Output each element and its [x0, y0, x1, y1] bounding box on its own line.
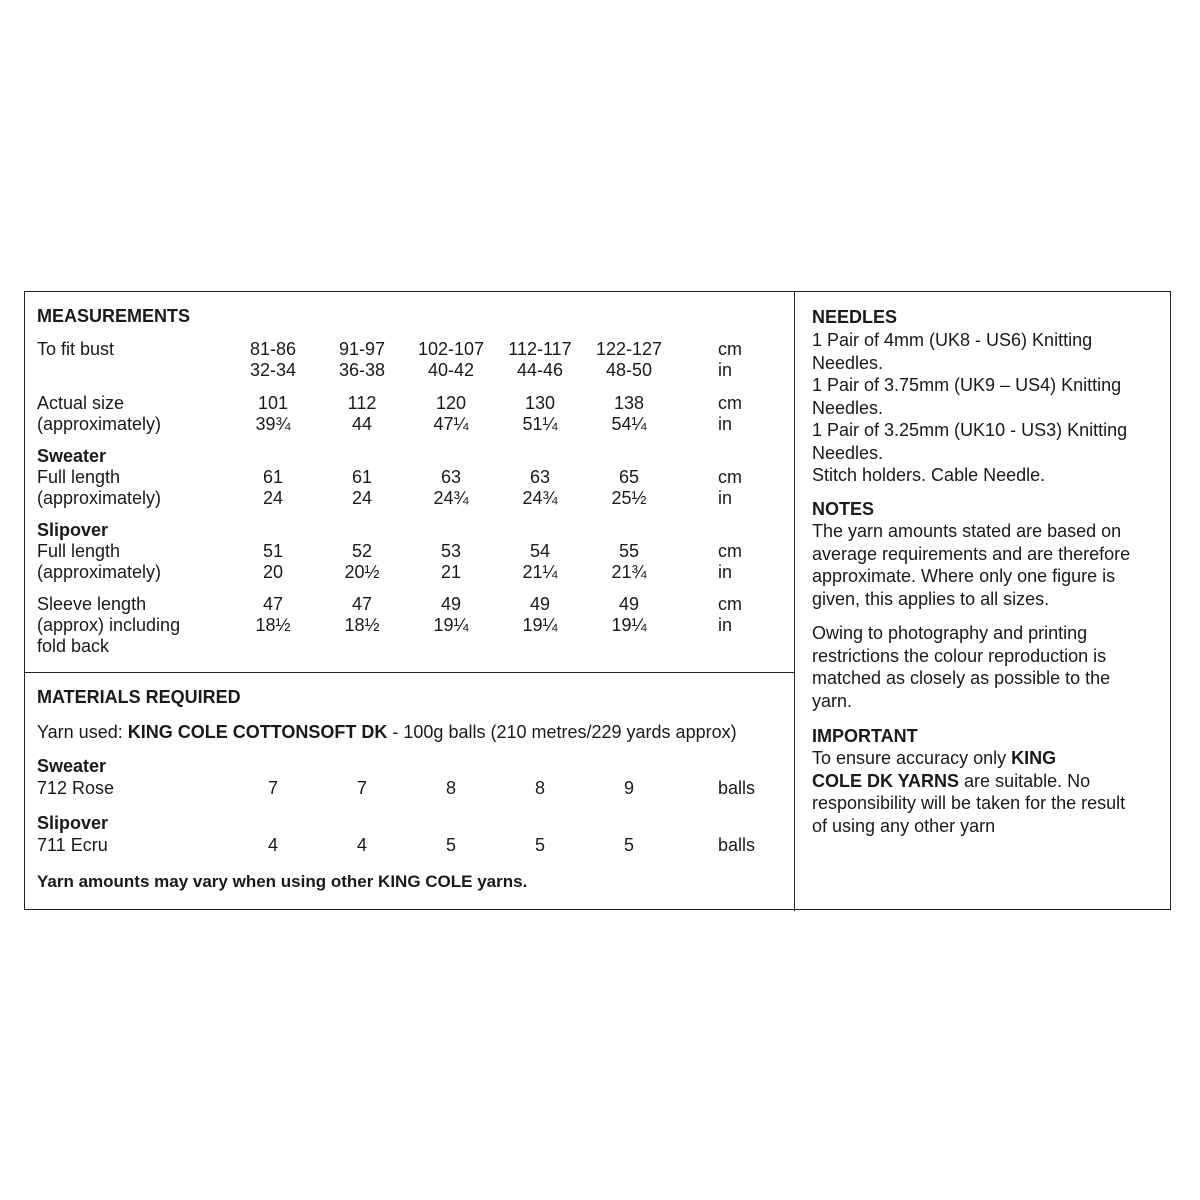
value-cm: 63	[440, 467, 462, 487]
row-label: Full length	[37, 467, 121, 487]
value-in: 44	[351, 414, 373, 434]
materials-heading: MATERIALS REQUIRED	[37, 687, 241, 707]
value-in: 24	[351, 488, 373, 508]
ball-count: 5	[445, 835, 456, 855]
important-line	[812, 747, 1164, 770]
notes-paragraph	[812, 622, 1164, 712]
yarn-prefix: Yarn used:	[37, 722, 128, 742]
ball-count: 4	[267, 835, 278, 855]
value-in: 18½	[255, 615, 291, 635]
section-divider	[24, 672, 795, 673]
measurements-heading: MEASUREMENTS	[37, 306, 191, 326]
unit-balls: balls	[718, 778, 756, 798]
column-divider	[794, 291, 795, 911]
value-cm: 138	[613, 393, 645, 413]
unit-cm: cm	[718, 594, 742, 614]
needles-line: 1 Pair of 3.25mm (UK10 - US3) Knitting	[812, 420, 1128, 440]
value-cm: 55	[618, 541, 640, 561]
value-in: 24	[262, 488, 284, 508]
value-in: 21¼	[522, 562, 558, 582]
value-cm: 61	[262, 467, 284, 487]
notes-line: yarn.	[812, 690, 853, 711]
value-in: 24¾	[522, 488, 558, 508]
needles-list	[812, 329, 1164, 487]
row-label-sub: (approximately)	[37, 414, 162, 434]
notes-line: Owing to photography and printing	[812, 623, 1088, 643]
value-in: 54¼	[611, 414, 647, 434]
unit-cm: cm	[718, 541, 742, 561]
needles-heading: NEEDLES	[812, 307, 898, 327]
row-label: Full length	[37, 541, 121, 561]
important-text: To ensure accuracy only	[812, 748, 1012, 768]
needles-line: 1 Pair of 3.75mm (UK9 – US4) Knitting	[812, 375, 1122, 395]
value-cm: 102-107	[417, 339, 485, 359]
value-in: 19¼	[522, 615, 558, 635]
needles-line: Needles.	[812, 397, 884, 418]
unit-balls: balls	[718, 835, 756, 855]
important-line: of using any other yarn	[812, 815, 996, 836]
ball-count: 5	[534, 835, 545, 855]
needles-line: Stitch holders. Cable Needle.	[812, 465, 1046, 485]
ball-count: 5	[623, 835, 634, 855]
value-cm: 63	[529, 467, 551, 487]
yarn-colour: 712 Rose	[37, 778, 115, 798]
materials-footer: Yarn amounts may vary when using other KING COLE yarns.	[37, 872, 528, 891]
row-label: Actual size	[37, 393, 125, 413]
value-in: 47¼	[433, 414, 469, 434]
ball-count: 7	[356, 778, 367, 798]
unit-in: in	[718, 360, 733, 380]
value-in: 21¾	[611, 562, 647, 582]
needles-line: 1 Pair of 4mm (UK8 - US6) Knitting	[812, 330, 1093, 350]
ball-count: 4	[356, 835, 367, 855]
value-in: 21	[440, 562, 462, 582]
value-in: 20	[262, 562, 284, 582]
notes-heading: NOTES	[812, 499, 875, 519]
needles-line: Needles.	[812, 352, 884, 373]
yarn-name: KING COLE COTTONSOFT DK	[127, 722, 388, 742]
value-cm: 130	[524, 393, 556, 413]
value-cm: 49	[440, 594, 462, 614]
value-cm: 101	[257, 393, 289, 413]
value-cm: 112-117	[508, 339, 572, 359]
value-cm: 122-127	[595, 339, 663, 359]
notes-line: given, this applies to all sizes.	[812, 588, 1050, 609]
row-label-sub: fold back	[37, 636, 110, 656]
value-cm: 49	[618, 594, 640, 614]
unit-cm: cm	[718, 467, 742, 487]
notes-paragraph	[812, 520, 1164, 610]
value-in: 25½	[611, 488, 647, 508]
value-in: 18½	[344, 615, 380, 635]
row-label-sub: (approximately)	[37, 562, 162, 582]
unit-cm: cm	[718, 393, 742, 413]
value-in: 19¼	[433, 615, 469, 635]
value-cm: 61	[351, 467, 373, 487]
value-cm: 120	[435, 393, 467, 413]
value-cm: 47	[262, 594, 284, 614]
ball-count: 9	[623, 778, 634, 798]
ball-count: 8	[445, 778, 456, 798]
value-cm: 65	[618, 467, 640, 487]
needles-line: Needles.	[812, 442, 884, 463]
value-cm: 81-86	[249, 339, 297, 359]
unit-in: in	[718, 562, 733, 582]
value-cm: 51	[262, 541, 284, 561]
yarn-suffix: - 100g balls (210 metres/229 yards approx)	[387, 722, 737, 742]
unit-cm: cm	[718, 339, 742, 359]
value-in: 20½	[344, 562, 380, 582]
value-cm: 54	[529, 541, 551, 561]
important-line	[812, 770, 1164, 793]
value-in: 44-46	[516, 360, 564, 380]
important-brand: KING	[1011, 748, 1057, 768]
row-label: To fit bust	[37, 339, 115, 359]
notes-line: restrictions the colour reproduction is	[812, 645, 1107, 666]
unit-in: in	[718, 414, 733, 434]
section-label: Sweater	[37, 756, 107, 776]
value-cm: 47	[351, 594, 373, 614]
value-in: 39¾	[255, 414, 291, 434]
unit-in: in	[718, 488, 733, 508]
row-label: Sleeve length	[37, 594, 147, 614]
notes-line: matched as closely as possible to the	[812, 668, 1111, 688]
section-label: Slipover	[37, 813, 109, 833]
value-in: 32-34	[249, 360, 297, 380]
ball-count: 7	[267, 778, 278, 798]
value-in: 40-42	[427, 360, 475, 380]
value-cm: 53	[440, 541, 462, 561]
value-cm: 112	[347, 393, 377, 413]
important-text: are suitable. No	[959, 770, 1091, 791]
notes-line: The yarn amounts stated are based on	[812, 521, 1122, 541]
value-in: 48-50	[605, 360, 653, 380]
value-cm: 49	[529, 594, 551, 614]
important-line: responsibility will be taken for the result	[812, 793, 1126, 813]
row-label-sub: (approximately)	[37, 488, 162, 508]
section-label: Sweater	[37, 446, 107, 466]
ball-count: 8	[534, 778, 545, 798]
row-label-sub: (approx) including	[37, 615, 181, 635]
value-cm: 91-97	[338, 339, 386, 359]
value-in: 19¼	[611, 615, 647, 635]
value-in: 36-38	[338, 360, 386, 380]
yarn-used-line	[37, 722, 737, 743]
yarn-colour: 711 Ecru	[37, 835, 108, 855]
section-label: Slipover	[37, 520, 109, 540]
unit-in: in	[718, 615, 733, 635]
value-cm: 52	[351, 541, 373, 561]
important-heading: IMPORTANT	[812, 726, 918, 746]
value-in: 24¾	[433, 488, 469, 508]
important-brand: COLE DK YARNS	[812, 770, 960, 791]
value-in: 51¼	[522, 414, 558, 434]
important-paragraph	[812, 747, 1164, 837]
notes-line: average requirements and are therefore	[812, 543, 1131, 564]
notes-line: approximate. Where only one figure is	[812, 566, 1116, 586]
